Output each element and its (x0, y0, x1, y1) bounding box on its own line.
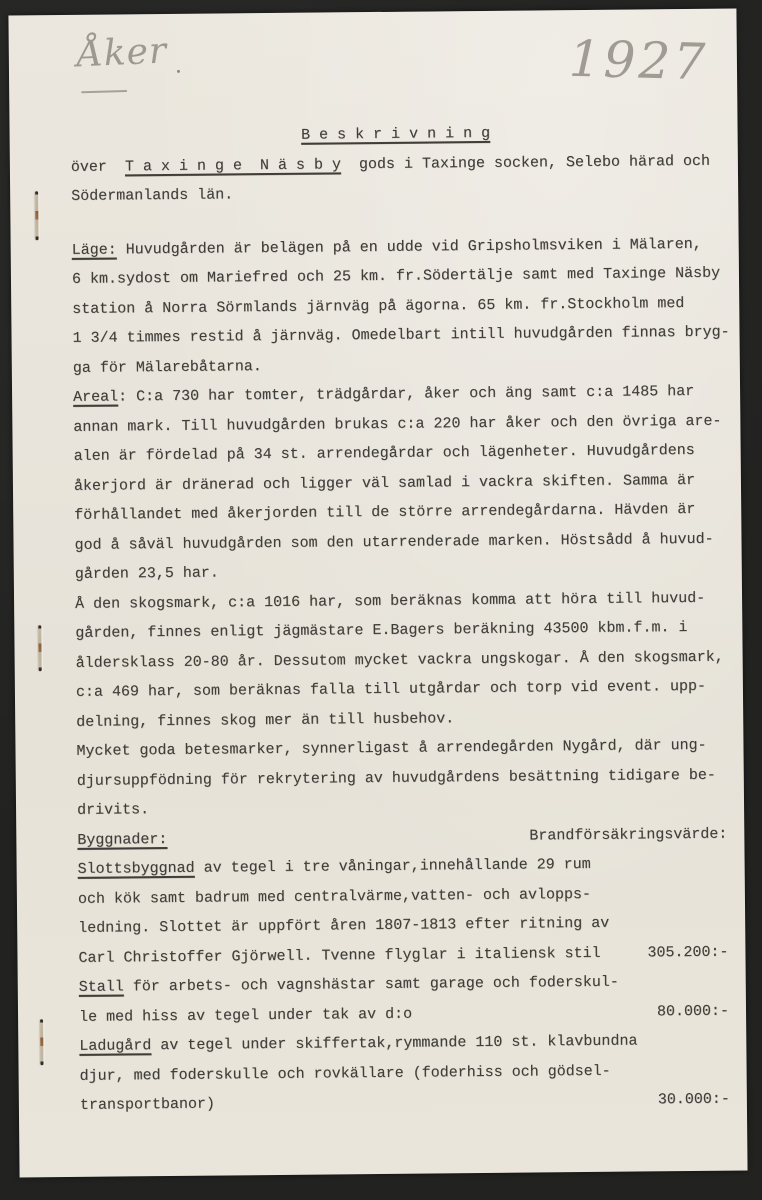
text-line (79, 1026, 729, 1062)
line-text: åkerjord är dränerad och ligger väl samlad i vackra skiften. Samma är (73, 471, 696, 495)
document-page (8, 9, 747, 1178)
line-text: över T a x i n g e N ä s b y gods i Taxinge socken, Selebo härad och (70, 152, 711, 176)
line-text: ledning. Slottet är uppfört åren 1807-1813 efter ritning av (78, 914, 610, 937)
right-column-value: 305.200:- (647, 943, 729, 961)
right-column-value: 30.000:- (657, 1090, 730, 1109)
staple-mark (38, 625, 41, 671)
text-line (76, 672, 726, 708)
line-text: ga för Mälarebåtarna. (72, 357, 262, 377)
line-text: delning, finnes skog mer än till husbehov. (76, 709, 455, 731)
line-text: drivits. (76, 801, 150, 819)
document-body (70, 117, 730, 1121)
text-line (77, 819, 727, 855)
handwritten-annotation-aker: Åker (75, 30, 168, 76)
title-text: B e s k r i v n i n g (301, 124, 491, 144)
line-text: station å Norra Sörmlands järnväg på ägorna. 65 km. fr.Stockholm med (72, 294, 685, 318)
line-text: transportbanor) (79, 1095, 216, 1114)
line-text: djursuppfödning för rekrytering av huvudgårdens besättning tidigare be- (76, 766, 716, 790)
staple-mark (40, 1019, 43, 1065)
line-text: Ladugård av tegel under skiffertak,rymmande 110 st. klavbundna (79, 1032, 638, 1055)
line-text: god å såväl huvudgården som den utarrenderade marken. Höstsådd å huvud- (74, 530, 714, 554)
line-text: Slottsbyggnad av tegel i tre våningar,innehållande 29 rum (77, 855, 591, 878)
line-text: le med hiss av tegel under tak av d:o (78, 1005, 413, 1026)
document-lines (71, 146, 730, 1120)
line-text: Byggnader: (77, 830, 168, 849)
right-column-value: 80.000:- (656, 1002, 730, 1020)
line-text: Å den skogsmark, c:a 1016 har, som beräknas komma att höra till huvud- (75, 589, 706, 613)
line-text: gården, finnes enligt jägmästare E.Bagers beräkning 43500 kbm.f.m. i (75, 619, 688, 642)
line-text: Läge: Huvudgården är belägen på en udde vid Gripsholmsviken i Mälaren, (71, 235, 702, 259)
line-text: Areal: C:a 730 har tomter, trädgårdar, åker och äng samt c:a 1485 har (73, 382, 695, 406)
text-line (80, 1085, 730, 1121)
line-text: Mycket goda betesmarker, synnerligast å arrendegården Nygård, där ung- (76, 736, 707, 760)
line-text: gården 23,5 har. (74, 564, 219, 583)
text-line (74, 524, 724, 560)
line-text: 6 km.sydost om Mariefred och 25 km. fr.Södertälje samt med Taxinge Näsby (71, 264, 721, 288)
line-text: Stall för arbets- och vagnshästar samt garage och foderskul- (78, 973, 619, 996)
line-text: c:a 469 har, som beräknas falla till utgårdar och torp vid event. upp- (75, 677, 707, 701)
text-line (71, 146, 721, 182)
pencil-dot (177, 70, 180, 73)
line-text: Carl Christoffer Gjörwell. Tvenne flyglar i italiensk stil (78, 944, 601, 967)
line-text: annan mark. Till huvudgården brukas c:a 220 har åker och den övriga are- (73, 412, 722, 436)
line-text: alen är fördelad på 34 st. arrendegårdar och lägenheter. Huvudgårdens (73, 441, 695, 465)
text-line (77, 760, 727, 796)
line-text: förhållandet med åkerjorden till de större arrendegårdarna. Hävden är (74, 500, 696, 524)
handwritten-year: 1927 (568, 29, 709, 92)
staple-mark (35, 191, 38, 240)
text-line (72, 318, 730, 354)
line-text: djur, med foderskulle och rovkällare (foderhiss och gödsel- (79, 1062, 611, 1085)
line-text: åldersklass 20-80 år. Dessutom mycket vackra ungskogar. Å den skogsmark, (75, 648, 724, 672)
line-text: Södermanlands län. (71, 186, 234, 205)
right-column-value: Brandförsäkringsvärde: (529, 825, 728, 845)
line-text: 1 3/4 timmes restid å järnväg. Omedelbart intill huvudgården finnas bryg- (72, 323, 730, 347)
line-text: och kök samt badrum med centralvärme,vatten- och avlopps- (77, 885, 592, 908)
handwriting-underline (81, 90, 127, 93)
